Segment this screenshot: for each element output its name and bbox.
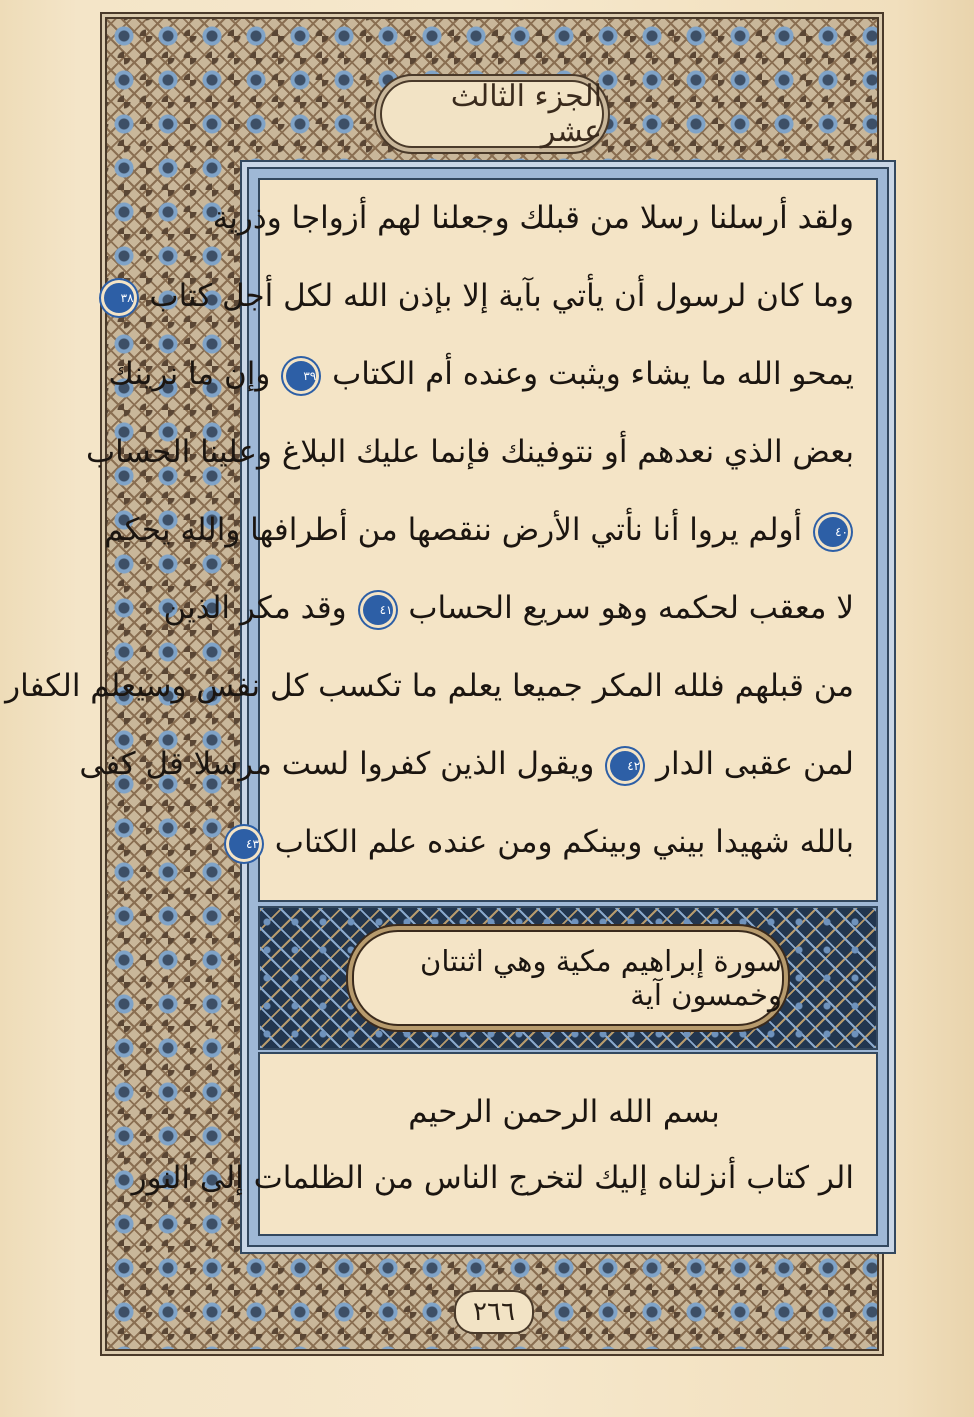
verse-text: من قبلهم فلله المكر جميعا يعلم ما تكسب كل نفس وسيعلم الكفار [5, 668, 854, 704]
surah-title: سورة إبراهيم مكية وهي اثنتان وخمسون آية [420, 944, 782, 1012]
juz-cartouche [380, 80, 604, 148]
ayah-marker-icon: ٣٨ [104, 283, 134, 313]
verse-text: وما كان لرسول أن يأتي بآية إلا بإذن الله لكل أجل كتاب [149, 278, 854, 314]
verse-text: ولقد أرسلنا رسلا من قبلك وجعلنا لهم أزواجا وذرية [212, 200, 854, 236]
juz-title: الجزء الثالث عشر [450, 79, 602, 149]
ayah-marker-icon: ٤٢ [610, 751, 640, 781]
ayah-marker-icon: ٤١ [363, 595, 393, 625]
verse-line-9 [246, 822, 854, 862]
page-number-box [454, 1290, 534, 1334]
opening-verse-line [131, 1158, 854, 1198]
verse-text: الر كتاب أنزلناه إليك لتخرج الناس من الظلمات إلى النور [131, 1160, 854, 1196]
opening-panel [131, 1052, 878, 1236]
ayah-marker-icon: ٣٩ [286, 361, 316, 391]
verse-line-7 [5, 666, 854, 706]
basmala: بسم الله الرحمن الرحيم [408, 1094, 720, 1130]
verse-line-3 [108, 354, 854, 394]
verse-text: ويقول الذين كفروا لست مرسلا قل كفى [79, 746, 595, 782]
verse-text: يمحو الله ما يشاء ويثبت وعنده أم الكتاب [332, 356, 854, 392]
page-number: ٢٦٦ [473, 1297, 515, 1327]
verse-text: وقد مكر الذين [163, 590, 347, 626]
surah-cartouche [352, 930, 784, 1026]
verse-line-1 [212, 198, 854, 238]
verse-text: أولم يروا أنا نأتي الأرض ننقصها من أطرافها والله يحكم [104, 512, 803, 548]
verse-text: لمن عقبى الدار [656, 746, 854, 782]
verse-line-2 [120, 276, 854, 316]
verse-line-4 [85, 432, 854, 472]
verse-panel [5, 178, 878, 902]
ayah-marker-icon: ٤٠ [818, 517, 848, 547]
verse-text: لا معقب لحكمه وهو سريع الحساب [408, 590, 854, 626]
verse-text: بالله شهيدا بيني وبينكم ومن عنده علم الكتاب [274, 824, 854, 860]
verse-text: وإن ما نرينك [108, 356, 271, 392]
verse-text: بعض الذي نعدهم أو نتوفينك فإنما عليك البلاغ وعلينا الحساب [85, 434, 854, 470]
verse-line-6 [163, 588, 854, 628]
verse-line-5 [104, 510, 854, 550]
ayah-marker-icon: ٤٣ [229, 829, 259, 859]
basmala-line [274, 1092, 854, 1132]
verse-line-8 [79, 744, 854, 784]
